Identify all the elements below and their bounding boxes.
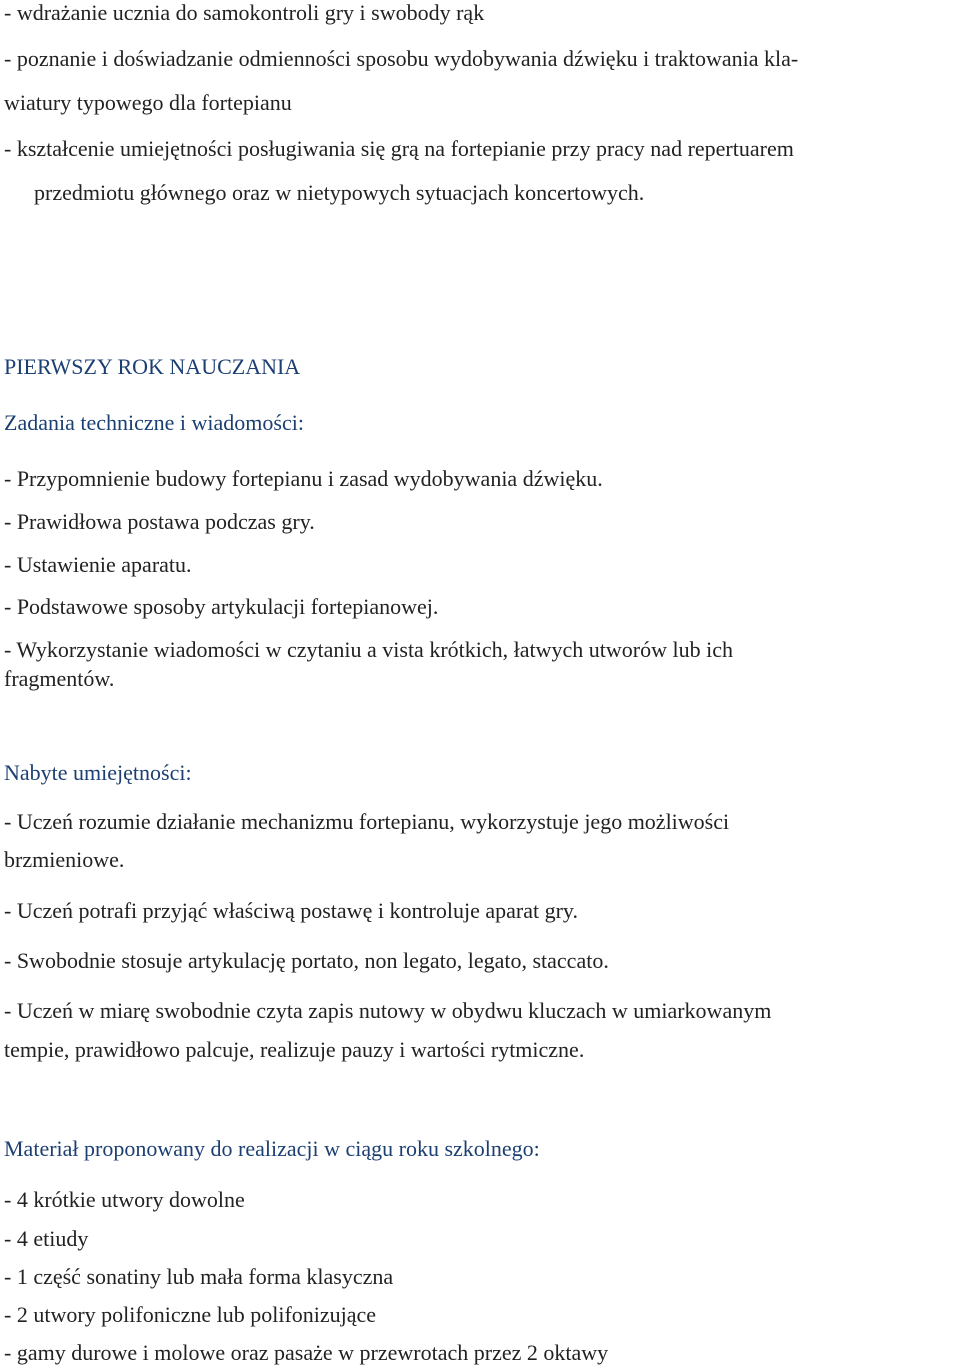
- skill-item: - Swobodnie stosuje artykulację portato, non legato, legato, staccato.: [4, 948, 609, 973]
- task-item: - Przypomnienie budowy fortepianu i zasad wydobywania dźwięku.: [4, 466, 603, 491]
- skills-heading: Nabyte umiejętności:: [4, 760, 192, 785]
- task-item: - Podstawowe sposoby artykulacji fortepianowej.: [4, 594, 439, 619]
- skill-item: - Uczeń w miarę swobodnie czyta zapis nutowy w obydwu kluczach w umiarkowanym: [4, 998, 772, 1023]
- intro-line-3a: - kształcenie umiejętności posługiwania się grą na fortepianie przy pracy nad repertuarem: [4, 136, 794, 161]
- section-title: PIERWSZY ROK NAUCZANIA: [4, 354, 301, 379]
- skill-item: - Uczeń rozumie działanie mechanizmu fortepianu, wykorzystuje jego możliwości: [4, 809, 730, 834]
- material-item: - 2 utwory polifoniczne lub polifonizujące: [4, 1302, 377, 1327]
- material-item: - 1 część sonatiny lub mała forma klasyczna: [4, 1264, 394, 1289]
- skill-item: tempie, prawidłowo palcuje, realizuje pauzy i wartości rytmiczne.: [4, 1037, 585, 1062]
- material-item: - 4 krótkie utwory dowolne: [4, 1187, 245, 1212]
- material-heading: Materiał proponowany do realizacji w ciągu roku szkolnego:: [4, 1136, 540, 1161]
- intro-line-2b: wiatury typowego dla fortepianu: [4, 90, 292, 115]
- task-item: - Prawidłowa postawa podczas gry.: [4, 509, 315, 534]
- material-item: - 4 etiudy: [4, 1226, 89, 1251]
- task-item: fragmentów.: [4, 666, 115, 691]
- intro-line-1: - wdrażanie ucznia do samokontroli gry i swobody rąk: [4, 0, 485, 25]
- tasks-heading: Zadania techniczne i wiadomości:: [4, 410, 304, 435]
- skill-item: brzmieniowe.: [4, 847, 125, 872]
- task-item: - Ustawienie aparatu.: [4, 552, 192, 577]
- task-item: - Wykorzystanie wiadomości w czytaniu a vista krótkich, łatwych utworów lub ich: [4, 637, 733, 662]
- skill-item: - Uczeń potrafi przyjąć właściwą postawę i kontroluje aparat gry.: [4, 898, 578, 923]
- intro-line-3b: przedmiotu głównego oraz w nietypowych sytuacjach koncertowych.: [34, 180, 645, 205]
- material-item: - gamy durowe i molowe oraz pasaże w przewrotach przez 2 oktawy: [4, 1340, 609, 1365]
- intro-line-2a: - poznanie i doświadzanie odmienności sposobu wydobywania dźwięku i traktowania kla-: [4, 46, 799, 71]
